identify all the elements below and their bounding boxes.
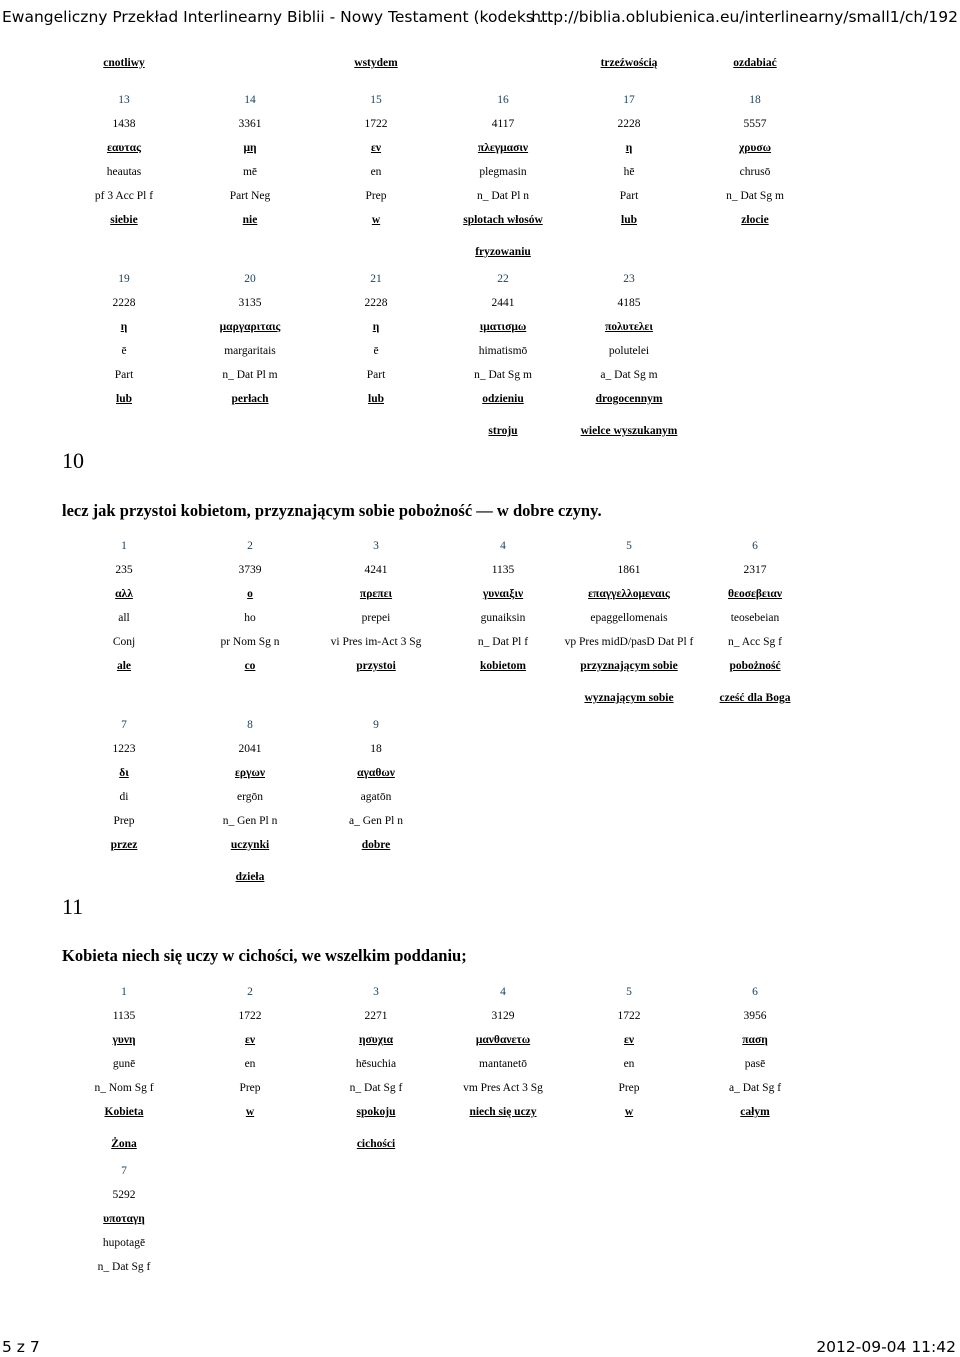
- transliteration: di: [119, 791, 129, 803]
- greek-word[interactable]: μαργαριταις: [219, 321, 281, 333]
- polish-translation[interactable]: w: [245, 1106, 255, 1118]
- alternative-translation[interactable]: trzeźwością: [600, 57, 658, 69]
- polish-translation[interactable]: przez: [110, 839, 138, 851]
- word-number: 13: [118, 94, 130, 106]
- polish-translation[interactable]: perłach: [231, 393, 269, 405]
- word-number: 20: [244, 273, 256, 285]
- morphology: Conj: [112, 636, 136, 648]
- transliteration: pasē: [744, 1058, 766, 1070]
- word-number: 7: [121, 719, 127, 731]
- greek-word[interactable]: μανθανετω: [475, 1034, 531, 1046]
- greek-word[interactable]: εργων: [235, 767, 265, 779]
- polish-translation[interactable]: nie: [242, 214, 258, 226]
- transliteration: ē: [373, 345, 379, 357]
- morphology: n_ Dat Pl n: [476, 190, 530, 202]
- alternative-translation[interactable]: cichości: [356, 1138, 396, 1150]
- strong-number: 1223: [112, 743, 136, 755]
- morphology: pf 3 Acc Pl f: [94, 190, 154, 202]
- word-number: 6: [752, 986, 758, 998]
- word-number: 19: [118, 273, 130, 285]
- morphology: Part: [114, 369, 134, 381]
- word-number: 2: [247, 540, 253, 552]
- alternative-translation[interactable]: Żona: [111, 1138, 137, 1150]
- word-number: 7: [121, 1165, 127, 1177]
- greek-word[interactable]: εν: [370, 142, 382, 154]
- greek-word[interactable]: γυναιξιν: [482, 588, 524, 600]
- transliteration: mē: [242, 166, 258, 178]
- morphology: n_ Dat Pl m: [222, 369, 278, 381]
- polish-translation[interactable]: przystoi: [356, 660, 396, 672]
- verse-number: 10: [62, 448, 84, 473]
- strong-number: 1722: [238, 1010, 262, 1022]
- strong-number: 3956: [743, 1010, 767, 1022]
- verse-text: Kobieta niech się uczy w cichości, we wszelkim poddaniu;: [62, 946, 467, 965]
- polish-translation[interactable]: w: [624, 1106, 634, 1118]
- word-number: 22: [497, 273, 509, 285]
- strong-number: 2041: [238, 743, 262, 755]
- transliteration: ē: [121, 345, 127, 357]
- word-number: 17: [623, 94, 635, 106]
- polish-translation[interactable]: lub: [116, 393, 132, 405]
- greek-word[interactable]: ιματισμω: [479, 321, 527, 333]
- polish-translation[interactable]: drogocennym: [595, 393, 663, 405]
- polish-translation[interactable]: splotach włosów: [463, 214, 543, 226]
- morphology: vi Pres im-Act 3 Sg: [330, 636, 422, 648]
- morphology: a_ Dat Sg m: [600, 369, 658, 381]
- page-number: 5 z 7: [2, 1338, 40, 1356]
- alternative-translation[interactable]: wyznającym sobie: [584, 692, 674, 704]
- greek-word[interactable]: πολυτελει: [605, 321, 653, 333]
- word-number: 16: [497, 94, 509, 106]
- transliteration: chrusō: [739, 166, 771, 178]
- polish-translation[interactable]: przyznającym sobie: [580, 660, 678, 672]
- polish-translation[interactable]: ale: [116, 660, 132, 672]
- alternative-translation[interactable]: stroju: [488, 425, 518, 437]
- browser-header: [0, 0, 960, 34]
- strong-number: 4117: [491, 118, 515, 130]
- transliteration: polutelei: [608, 345, 650, 357]
- alternative-translation[interactable]: wstydem: [354, 57, 398, 69]
- word-number: 23: [623, 273, 635, 285]
- transliteration: heautas: [106, 166, 142, 178]
- morphology: n_ Acc Sg f: [728, 636, 782, 648]
- morphology: n_ Dat Sg m: [474, 369, 532, 381]
- polish-translation[interactable]: Kobieta: [104, 1106, 144, 1118]
- greek-word[interactable]: μη: [243, 142, 257, 154]
- polish-translation[interactable]: niech się uczy: [469, 1106, 537, 1118]
- word-number: 1: [121, 540, 127, 552]
- morphology: Prep: [365, 190, 387, 202]
- transliteration: agatōn: [360, 791, 392, 803]
- morphology: vm Pres Act 3 Sg: [463, 1082, 543, 1094]
- greek-word[interactable]: εν: [244, 1034, 256, 1046]
- strong-number: 5292: [112, 1189, 136, 1201]
- alternative-translation[interactable]: wielce wyszukanym: [580, 425, 678, 437]
- strong-number: 2317: [743, 564, 767, 576]
- greek-word[interactable]: δι: [119, 767, 129, 779]
- morphology: vp Pres midD/pasD Dat Pl f: [564, 636, 694, 648]
- word-number: 9: [373, 719, 379, 731]
- strong-number: 1135: [112, 1010, 136, 1022]
- greek-word[interactable]: υποταγη: [103, 1213, 145, 1225]
- strong-number: 1438: [112, 118, 136, 130]
- page-url[interactable]: http://biblia.oblubienica.eu/interlinearny/small1/ch/192: [531, 8, 958, 26]
- strong-number: 2228: [364, 297, 388, 309]
- polish-translation[interactable]: uczynki: [230, 839, 270, 851]
- morphology: n_ Dat Sg f: [349, 1082, 403, 1094]
- strong-number: 2441: [491, 297, 515, 309]
- greek-word[interactable]: χρυσω: [738, 142, 772, 154]
- word-number: 8: [247, 719, 253, 731]
- polish-translation[interactable]: siebie: [110, 214, 138, 226]
- strong-number: 4241: [364, 564, 388, 576]
- morphology: Prep: [618, 1082, 640, 1094]
- transliteration: gunē: [112, 1058, 136, 1070]
- alternative-translation[interactable]: ozdabiać: [733, 57, 777, 69]
- transliteration: prepei: [361, 612, 391, 624]
- greek-word[interactable]: πλεγμασιν: [477, 142, 529, 154]
- word-number: 3: [373, 986, 379, 998]
- greek-word[interactable]: πρεπει: [359, 588, 393, 600]
- strong-number: 1861: [617, 564, 641, 576]
- word-number: 14: [244, 94, 256, 106]
- greek-word[interactable]: η: [625, 142, 633, 154]
- strong-number: 4185: [617, 297, 641, 309]
- greek-word[interactable]: παση: [742, 1034, 768, 1046]
- word-number: 3: [373, 540, 379, 552]
- word-number: 5: [626, 986, 632, 998]
- greek-word[interactable]: γυνη: [112, 1034, 136, 1046]
- strong-number: 1722: [364, 118, 388, 130]
- greek-word[interactable]: η: [372, 321, 380, 333]
- greek-word[interactable]: ο: [247, 588, 253, 600]
- alternative-translation[interactable]: dzieła: [235, 871, 265, 883]
- transliteration: hē: [623, 166, 635, 178]
- morphology: n_ Dat Sg f: [97, 1261, 151, 1273]
- strong-number: 3129: [491, 1010, 515, 1022]
- word-number: 6: [752, 540, 758, 552]
- greek-word[interactable]: αλλ: [115, 588, 133, 600]
- word-number: 5: [626, 540, 632, 552]
- strong-number: 235: [115, 564, 133, 576]
- greek-word[interactable]: αγαθων: [357, 767, 395, 779]
- greek-word[interactable]: ησυχια: [358, 1034, 394, 1046]
- transliteration: ergōn: [237, 791, 263, 803]
- morphology: a_ Dat Sg f: [728, 1082, 782, 1094]
- morphology: Part Neg: [229, 190, 271, 202]
- greek-word[interactable]: εαυτας: [107, 142, 141, 154]
- morphology: Part: [619, 190, 639, 202]
- strong-number: 2228: [617, 118, 641, 130]
- polish-translation[interactable]: lub: [621, 214, 637, 226]
- transliteration: mantanetō: [479, 1058, 527, 1070]
- strong-number: 2228: [112, 297, 136, 309]
- print-datetime: 2012-09-04 11:42: [816, 1338, 956, 1356]
- transliteration: epaggellomenais: [590, 612, 668, 624]
- transliteration: en: [623, 1058, 635, 1070]
- polish-translation[interactable]: pobożność: [729, 660, 781, 672]
- greek-word[interactable]: επαγγελλομεναις: [588, 588, 670, 600]
- transliteration: hupotagē: [102, 1237, 146, 1249]
- greek-word[interactable]: η: [120, 321, 128, 333]
- strong-number: 1722: [617, 1010, 641, 1022]
- strong-number: 18: [370, 743, 382, 755]
- morphology: n_ Gen Pl n: [222, 815, 278, 827]
- greek-word[interactable]: θεοσεβειαν: [728, 588, 782, 600]
- strong-number: 2271: [364, 1010, 388, 1022]
- transliteration: ho: [244, 612, 256, 624]
- morphology: a_ Gen Pl n: [349, 815, 403, 827]
- morphology: n_ Nom Sg f: [94, 1082, 154, 1094]
- polish-translation[interactable]: dobre: [361, 839, 391, 851]
- transliteration: plegmasin: [479, 166, 527, 178]
- strong-number: 3739: [238, 564, 262, 576]
- polish-translation[interactable]: w: [371, 214, 381, 226]
- alternative-translation[interactable]: cześć dla Boga: [719, 692, 791, 704]
- morphology: pr Nom Sg n: [220, 636, 280, 648]
- word-number: 21: [370, 273, 382, 285]
- word-number: 4: [500, 986, 506, 998]
- morphology: n_ Dat Sg m: [726, 190, 784, 202]
- word-number: 4: [500, 540, 506, 552]
- transliteration: all: [118, 612, 130, 624]
- morphology: Prep: [113, 815, 135, 827]
- polish-translation[interactable]: złocie: [741, 214, 769, 226]
- strong-number: 1135: [491, 564, 515, 576]
- transliteration: hēsuchia: [355, 1058, 397, 1070]
- alternative-translation[interactable]: cnotliwy: [103, 57, 145, 69]
- morphology: Part: [366, 369, 386, 381]
- polish-translation[interactable]: co: [244, 660, 256, 672]
- verse-number: 11: [62, 894, 84, 919]
- transliteration: gunaiksin: [480, 612, 526, 624]
- word-number: 18: [749, 94, 761, 106]
- verse-text: lecz jak przystoi kobietom, przyznającym sobie pobożność — w dobre czyny.: [62, 501, 602, 520]
- polish-translation[interactable]: odzieniu: [482, 393, 524, 405]
- strong-number: 5557: [743, 118, 767, 130]
- strong-number: 3361: [238, 118, 262, 130]
- polish-translation[interactable]: całym: [740, 1106, 770, 1118]
- transliteration: teosebeian: [730, 612, 780, 624]
- transliteration: en: [244, 1058, 256, 1070]
- morphology: n_ Dat Pl f: [477, 636, 529, 648]
- polish-translation[interactable]: lub: [368, 393, 384, 405]
- polish-translation[interactable]: kobietom: [480, 660, 526, 672]
- transliteration: margaritais: [224, 345, 276, 357]
- transliteration: en: [370, 166, 382, 178]
- alternative-translation[interactable]: fryzowaniu: [475, 246, 531, 258]
- word-number: 2: [247, 986, 253, 998]
- transliteration: himatismō: [478, 345, 528, 357]
- word-number: 1: [121, 986, 127, 998]
- morphology: Prep: [239, 1082, 261, 1094]
- greek-word[interactable]: εν: [623, 1034, 635, 1046]
- page-title: Ewangeliczny Przekład Interlinearny Biblii - Nowy Testament (kodeks ...: [2, 8, 554, 26]
- polish-translation[interactable]: spokoju: [356, 1106, 396, 1118]
- word-number: 15: [370, 94, 382, 106]
- strong-number: 3135: [238, 297, 262, 309]
